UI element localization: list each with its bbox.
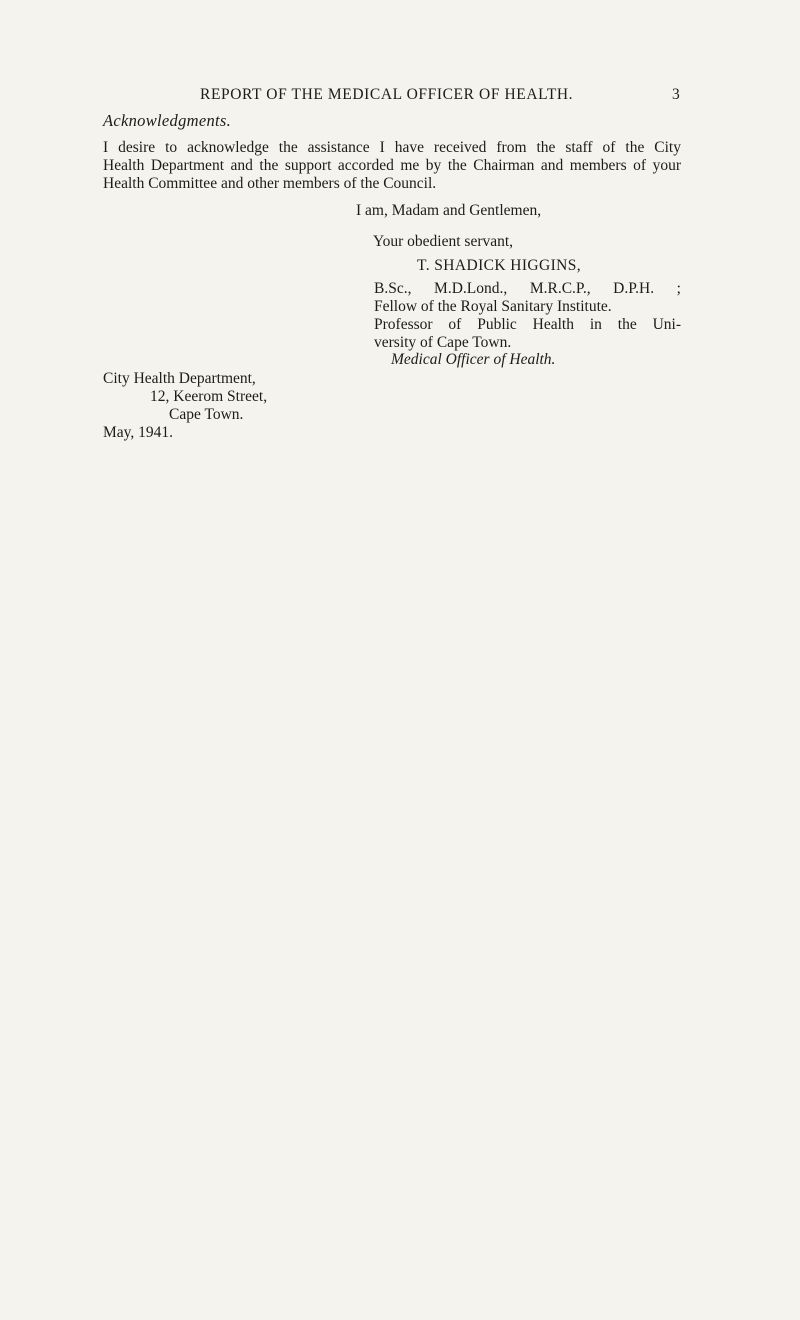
running-title: REPORT OF THE MEDICAL OFFICER OF HEALTH.	[200, 86, 574, 103]
paragraph-line: Health Committee and other members of the Council.	[103, 175, 437, 192]
page-number: 3	[672, 86, 680, 103]
signatory-name: T. SHADICK HIGGINS,	[417, 257, 582, 274]
paragraph-line: I desire to acknowledge the assistance I have received from the staff of the City	[103, 139, 681, 156]
qualification-line: Fellow of the Royal Sanitary Institute.	[374, 298, 612, 315]
closing-salutation: I am, Madam and Gentlemen,	[356, 202, 542, 219]
qualification-line: B.Sc., M.D.Lond., M.R.C.P., D.P.H. ;	[374, 280, 681, 297]
paragraph-line: Health Department and the support accorded me by the Chairman and members of your	[103, 157, 681, 174]
closing-valediction: Your obedient servant,	[373, 233, 514, 250]
acknowledgment-paragraph	[103, 139, 681, 193]
address-line: 12, Keerom Street,	[150, 388, 268, 405]
address-line: Cape Town.	[169, 406, 244, 423]
section-heading: Acknowledgments.	[103, 111, 232, 130]
letter-date: May, 1941.	[103, 424, 174, 441]
running-header	[0, 86, 800, 108]
qualification-line: Professor of Public Health in the Uni-	[374, 316, 681, 333]
address-line: City Health Department,	[103, 370, 256, 387]
signatory-title: Medical Officer of Health.	[391, 351, 556, 368]
qualification-line: versity of Cape Town.	[374, 334, 512, 351]
